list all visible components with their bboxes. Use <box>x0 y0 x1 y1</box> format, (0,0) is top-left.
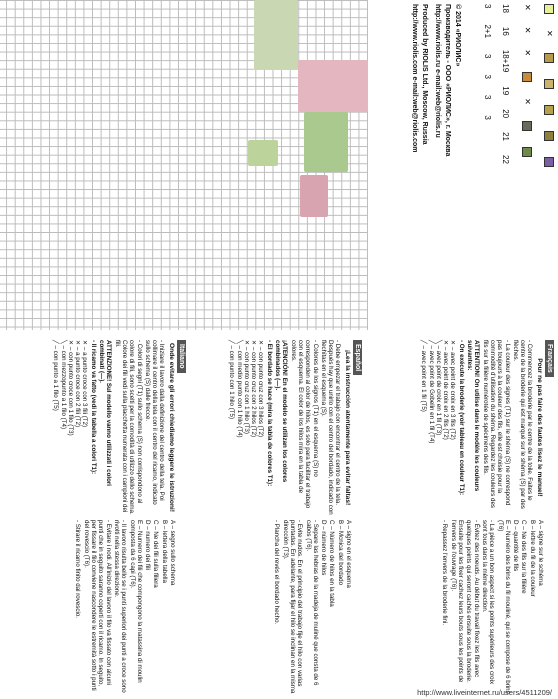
pattern-motif <box>304 112 348 172</box>
stitch-item: ╲ – avec point de croix en 1 fil (T3) <box>434 340 442 436</box>
section-francais-right <box>440 520 544 695</box>
stitch-item: ╱ – con punto con 1 hilo (T5) <box>228 340 236 420</box>
swatch-icon <box>544 53 554 63</box>
legend-number: 16 <box>501 26 510 36</box>
copyright: © 2014 «РИОЛИС» <box>454 4 461 67</box>
legend-strands: 3 <box>483 94 492 100</box>
paragraph: B – Mcnica del bordado <box>336 520 344 586</box>
section-title: ¡Lea la instrucción atentamente para evitar faltas! <box>343 349 351 506</box>
publisher-ru: Производитель - ООО «РИОЛИС», г. Москва <box>444 4 451 157</box>
legend-strand-row <box>483 4 492 120</box>
paragraph: - Évitez des noeuds. Au début du travail fixez les fils avec quelques points qui seront cachés ensuite sous la broderie. <box>465 520 480 683</box>
section-italiano-right <box>73 520 176 695</box>
stitch-item: ✕ – con punto cruz con 3 hilos (T2) <box>257 340 265 438</box>
swatch-icon <box>522 121 532 131</box>
paragraph: - Stirare il ricamo finito dal rovescio. <box>74 520 82 618</box>
legend-strands: 3 <box>483 4 492 9</box>
section-italiano <box>52 340 186 515</box>
legend-number: 18+19 <box>501 49 510 73</box>
paragraph: - Repassez l'envers de la broderie fini. <box>441 520 449 626</box>
section-header: Français <box>545 340 554 377</box>
cross-icon: ✕ <box>523 26 532 34</box>
pattern-motif <box>298 60 368 112</box>
stitch-item: ✕ – con punto cruz con 2 hilos (T2) <box>250 340 258 438</box>
stitch-item: ✕ – a punto croce con 2 fili (T2) <box>74 340 82 428</box>
swatch-icon <box>544 105 554 115</box>
stitch-item: ╱ – con punto a 1 filo (T5) <box>52 340 60 411</box>
swatch-icon <box>544 157 554 167</box>
stitch-item: ✕ – avec point de croix en 2 fils (T2) <box>442 340 450 440</box>
stitch-item: ✕ – con punto croce con 1 filo (T3) <box>66 340 74 436</box>
paragraph: - Colori di segni (T1) sullo schema (S) non corrispondono al colore di fili, sono scelti per la comodità di utilizzo dello schema. Colore dei fili vedi sulla placchetta numerata con i campioni dei fili. <box>113 340 143 515</box>
paragraph: - Commencez la broderie par le centre de la toile. Faites le centre de la broderie qui est marqué sur le shéma (S) par des flèches. <box>511 340 534 509</box>
paragraph: - La couleur des signes (T1) sur le shéma (S) ne correspond pas toujours à la couleur des fils, elle est choisie pour la commodité d'utilisation du shéma. Regardez les couleurs des fils sur la filière numérotée de spécimens des fils. <box>481 340 511 508</box>
cross-icon: ✕ <box>545 30 554 37</box>
publisher-en-web: http://www.riolis.com e-mail:web@riolis.com <box>411 4 418 153</box>
legend-number: 21 <box>501 132 510 141</box>
paragraph: E – Numero dei fili che compongono la matassina di moulin composta da 6 capi (T6). <box>128 520 143 683</box>
paragraph: A – segno sullo schema <box>169 520 176 586</box>
paragraph: Ensuite pour les fixer cachez leurs bouts sous les points de l'envers de l'ouvrage (T6). <box>449 520 465 683</box>
paragraph: D – numero dei fili <box>144 520 152 570</box>
stitch-item: ✕ – a punto croce con 3 fili (T2) <box>81 340 89 428</box>
stitch-item: ✕ – con punto cruz con 1 hilo (T3) <box>242 340 250 434</box>
legend-number: 19 <box>501 86 510 96</box>
paragraph: D – quantité de fils <box>512 520 520 572</box>
paragraph: - Separe las hebras de la madeja de muliné que consta de 6 cabos (T6). <box>304 520 319 686</box>
paragraph: D – número de hilos <box>320 520 328 576</box>
paragraph: - Evitare i nodi. All'inizio del lavoro il filo va fissato con alcuni punti che in seguito saranno coperti con il ricamo. In seguito, per fissare il filo conviene nascondere le estremità sotto i punti del rovescio (T6). <box>82 520 112 691</box>
legend-strands: 2+1 <box>483 24 492 39</box>
swatch-icon <box>544 4 554 14</box>
stitch-item: ╲ – con mezzopunto a 1 filo (T4) <box>59 340 67 430</box>
section-header: Italiano <box>177 340 186 373</box>
section-title: Pour ne pas faire des fautes lisez le manuel! <box>535 358 543 497</box>
stitch-item: ╱ – avec point en 1 fil (T5) <box>420 340 428 412</box>
stitch-item: ╱ – avec point de Gobelin en 1 fil (T4) <box>427 340 435 444</box>
paragraph: A – signo en el esquema <box>345 520 352 588</box>
watermark-url: http://www.liveinternet.ru/users/4511209/ <box>417 688 552 697</box>
legend-number: 18 <box>501 4 510 13</box>
section-francais <box>420 340 554 515</box>
swatch-icon <box>544 131 554 141</box>
paragraph: - Plancha del revés el bordado hecho. <box>273 520 281 625</box>
cross-stitch-chart-grid <box>0 0 368 330</box>
pattern-motif <box>254 0 298 70</box>
paragraph: - Il ricamo va fatto (vedi la tabella a colori T1): <box>89 340 97 475</box>
paragraph: C – Ne des fils sur la filière <box>520 520 528 594</box>
legend-strands: 3 <box>483 74 492 79</box>
stitch-item: ╲ – con medio punto con 1 hilo (T4) <box>235 340 243 438</box>
pattern-motif <box>300 175 328 217</box>
paragraph: C – Ne dei fili sulla filiera <box>152 520 160 588</box>
paragraph: ATTENZIONE! Sul modello vanno utilizzati i colori combinati (—). <box>98 340 113 486</box>
publisher-info <box>409 4 462 156</box>
paragraph: ¡ATENCIÓN! En el modelo se utilizan los colores combinados (—). <box>274 340 289 483</box>
legend-symbol-row <box>544 4 554 167</box>
paragraph: - Colores de los signos (T1) en el esquema (S) no corresponden al color de hilos, es solo para facilitar el trabajo con el esquema. El color de los hilos mira en la tabla de colores. <box>289 340 319 509</box>
paragraph: A – signe sur le schéma <box>537 520 544 586</box>
swatch-icon <box>522 72 532 82</box>
legend-number-row <box>501 4 510 164</box>
paragraph: - Il lavoro risulta bello se i punti superiori dei punti a croce sono rivolti nella stessa direzione. <box>112 520 128 693</box>
legend-number: 20 <box>501 109 510 119</box>
paragraph: ATTENTION! On utilise dans le modèle les couleurs suivantes: <box>466 340 481 492</box>
paragraph: B – lettre du fil de la couleur <box>528 520 536 597</box>
paragraph: - La pièce a un bon aspect si les points supérieurs des croix sont tous dans la même direction. <box>480 520 496 685</box>
paragraph: - Evite nudos. En el principio del trabajo fije el hilo con varias puntadas. En adelante, para fijar el hilo se inclinan en la misma dirección (T3). <box>281 520 304 694</box>
legend-strands: 3 <box>483 54 492 59</box>
section-espanol <box>228 340 362 515</box>
paragraph: B – lettera della tabella <box>160 520 168 583</box>
publisher-en: Produced by RIOLIS Ltd., Moscow, Russia <box>421 4 428 145</box>
section-espanol-right <box>272 520 352 695</box>
legend-number: 22 <box>501 155 510 164</box>
paragraph: - On exécute la broderie (voir tableau en couleur T1): <box>457 340 465 496</box>
swatch-icon <box>544 79 554 89</box>
cross-icon: ✕ <box>523 4 532 11</box>
paragraph: - Iniziare il lavoro dalla definizione del centro della tela. Poi collimare il centro della tela con il centro del ricamo, indicato sullo schema (S) dalle frecce. <box>143 340 166 505</box>
cross-icon: ✕ <box>523 49 532 57</box>
paragraph: E – Numéro des brins du fil mouliné, qui se compose de 6 brins (T6) <box>496 520 511 694</box>
legend-symbol-row-2 <box>522 4 532 157</box>
section-header: Español <box>353 340 362 375</box>
pattern-motif <box>248 140 278 166</box>
publisher-ru-web: http://www.riolis.ru e-mail:web@riolis.ru <box>434 4 441 138</box>
cross-icon: ✕ <box>523 98 532 105</box>
legend-strands: 3 <box>483 115 492 120</box>
thread-legend <box>368 0 558 330</box>
stitch-item: ✕ – avec point de croix en 3 fils (T2) <box>449 340 457 440</box>
section-title: Onde evitare gli errori chiediamo leggere le istruzioni! <box>167 343 175 512</box>
swatch-icon <box>522 147 532 157</box>
paragraph: - El bordado se hace (mira la tabla de colores T1): <box>265 340 273 487</box>
paragraph: C – Número de hilos en la tabla <box>328 520 336 607</box>
paragraph: - Debe empezar el trabajo con encontrar el centro de la tela. Después hay que unirlo con el centro del bordado, indicado con flechitas en el esquema (S). <box>319 340 342 515</box>
